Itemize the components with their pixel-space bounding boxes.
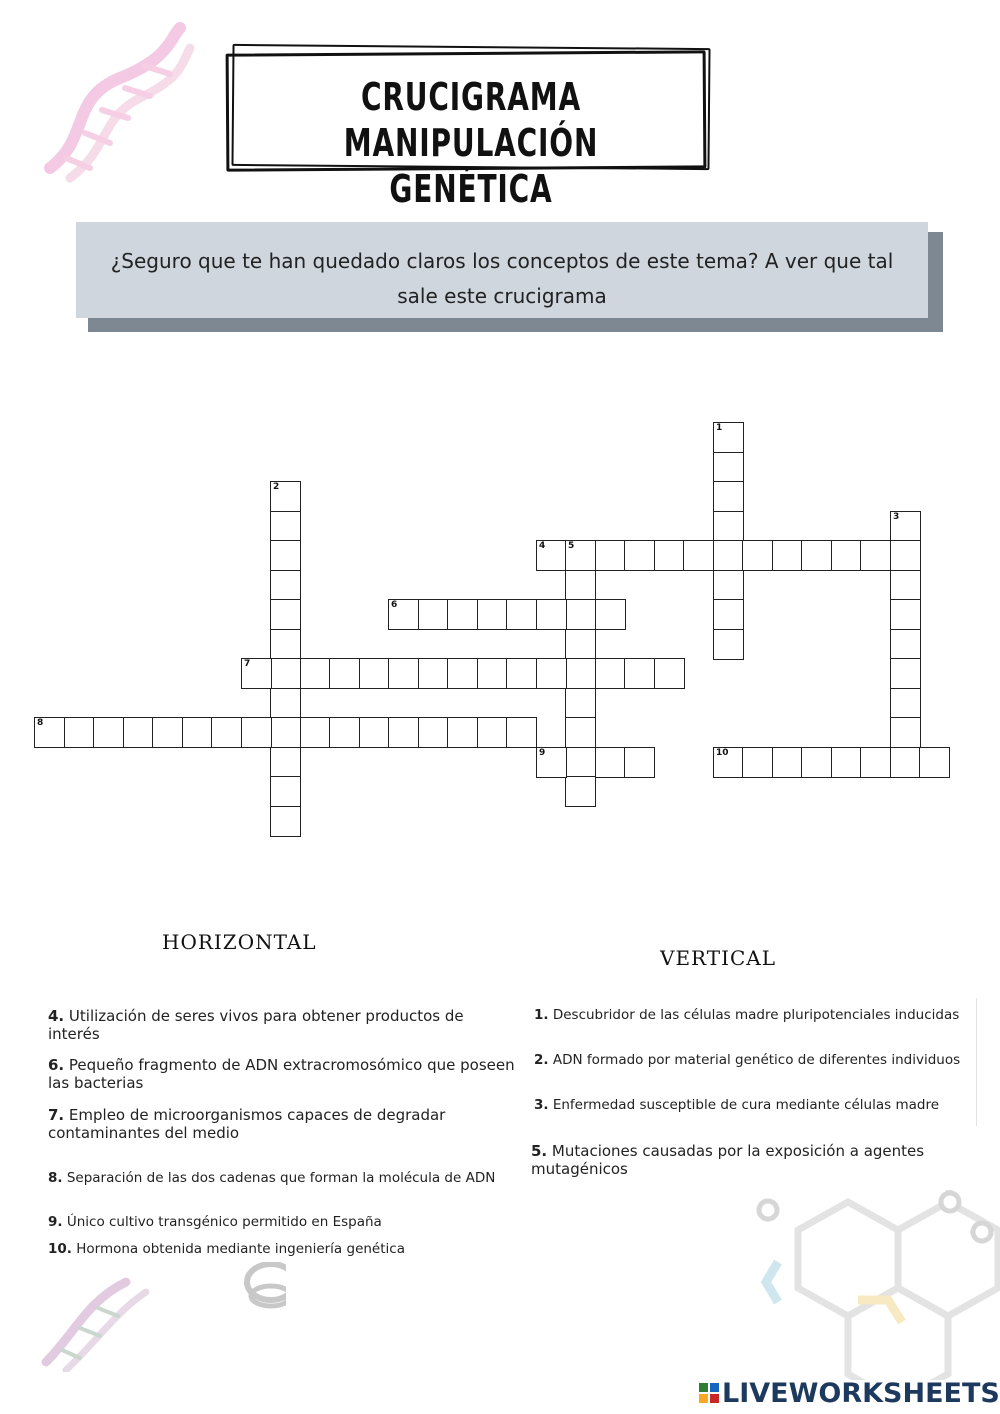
crossword-cell[interactable] <box>447 717 478 748</box>
crossword-number-4: 4 <box>539 541 546 551</box>
crossword-cell[interactable] <box>860 747 891 778</box>
clue-horizontal-9: 9. Único cultivo transgénico permitido en España <box>48 1214 382 1230</box>
crossword-cell[interactable] <box>831 747 862 778</box>
crossword-cell[interactable] <box>801 540 832 571</box>
clue-horizontal-8: 8. Separación de las dos cadenas que forman la molécula de ADN <box>48 1170 496 1186</box>
crossword-cell[interactable] <box>536 658 567 689</box>
crossword-cell[interactable] <box>506 717 537 748</box>
crossword-cell[interactable] <box>654 658 685 689</box>
intro-text: ¿Seguro que te han quedado claros los conceptos de este tema? A ver que tal sale este crucigrama <box>110 249 894 308</box>
crossword-cell[interactable] <box>595 540 626 571</box>
crossword-cell[interactable] <box>329 717 360 748</box>
crossword-number-10: 10 <box>716 748 729 758</box>
clue-horizontal-10: 10. Hormona obtenida mediante ingeniería genética <box>48 1241 405 1257</box>
crossword-number-5: 5 <box>568 541 575 551</box>
crossword-cell[interactable] <box>270 570 301 601</box>
crossword-cell[interactable] <box>64 717 95 748</box>
crossword-cell[interactable] <box>890 747 921 778</box>
crossword-cell[interactable] <box>713 629 744 660</box>
heading-horizontal: HORIZONTAL <box>162 930 317 954</box>
crossword-cell[interactable] <box>182 717 213 748</box>
crossword-cell[interactable] <box>595 599 626 630</box>
crossword-cell[interactable] <box>477 599 508 630</box>
crossword-cell[interactable] <box>388 658 419 689</box>
brand-name: LIVEWORKSHEETS <box>722 1378 1000 1409</box>
crossword-number-1: 1 <box>716 423 723 433</box>
crossword-cell[interactable] <box>565 570 596 601</box>
crossword-cell[interactable] <box>565 629 596 660</box>
title-line-2: GENÉTICA <box>389 167 553 211</box>
crossword-cell[interactable] <box>565 688 596 719</box>
title-line-1: CRUCIGRAMA MANIPULACIÓN <box>343 75 599 165</box>
crossword-cell[interactable] <box>506 599 537 630</box>
clue-vertical-1: 1. Descubridor de las células madre pluripotenciales inducidas <box>534 1007 960 1023</box>
crossword-cell[interactable] <box>300 717 331 748</box>
crossword-cell[interactable] <box>270 806 301 837</box>
crossword-cell[interactable] <box>890 717 921 748</box>
crossword-cell[interactable] <box>772 747 803 778</box>
heading-vertical: VERTICAL <box>660 946 777 970</box>
crossword-cell[interactable] <box>270 481 301 512</box>
crossword-number-9: 9 <box>539 748 546 758</box>
crossword-cell[interactable] <box>270 688 301 719</box>
crossword-cell[interactable] <box>270 540 301 571</box>
crossword-cell[interactable] <box>565 776 596 807</box>
crossword-cell[interactable] <box>388 717 419 748</box>
crossword-number-6: 6 <box>391 600 398 610</box>
crossword-cell[interactable] <box>860 540 891 571</box>
clue-vertical-5: 5. Mutaciones causadas por la exposición a agentes mutagénicos <box>531 1142 925 1178</box>
crossword-cell[interactable] <box>359 717 390 748</box>
clue-vertical-3: 3. Enfermedad susceptible de cura mediante células madre <box>534 1097 940 1113</box>
crossword-cell[interactable] <box>241 658 272 689</box>
crossword-cell[interactable] <box>329 658 360 689</box>
crossword-cell[interactable] <box>93 717 124 748</box>
crossword-cell[interactable] <box>34 717 65 748</box>
crossword-cell[interactable] <box>152 717 183 748</box>
crossword-cell[interactable] <box>565 717 596 748</box>
crossword-cell[interactable] <box>595 747 626 778</box>
liveworksheets-logo-icon <box>698 1382 720 1404</box>
crossword-cell[interactable] <box>447 658 478 689</box>
clue-horizontal-4: 4. Utilización de seres vivos para obtener productos de interés <box>48 1007 464 1043</box>
crossword-cell[interactable] <box>742 747 773 778</box>
crossword-cell[interactable] <box>418 658 449 689</box>
crossword-cell[interactable] <box>890 599 921 630</box>
crossword-cell[interactable] <box>506 658 537 689</box>
crossword-cell[interactable] <box>595 658 626 689</box>
crossword-cell[interactable] <box>270 629 301 660</box>
crossword-cell[interactable] <box>388 599 419 630</box>
molecule-hexagon-icon <box>738 1190 1000 1380</box>
dna-bottom-decoration-icon <box>36 1262 286 1372</box>
crossword-number-8: 8 <box>37 718 44 728</box>
crossword-cell[interactable] <box>890 511 921 542</box>
crossword-cell[interactable] <box>713 540 744 571</box>
crossword-cell[interactable] <box>624 540 655 571</box>
crossword-cell[interactable] <box>713 452 744 483</box>
crossword-cell[interactable] <box>713 481 744 512</box>
crossword-cell[interactable] <box>683 540 714 571</box>
crossword-cell[interactable] <box>713 599 744 630</box>
crossword-cell[interactable] <box>477 658 508 689</box>
crossword-cell[interactable] <box>919 747 950 778</box>
crossword-cell[interactable] <box>536 599 567 630</box>
crossword-cell[interactable] <box>565 658 596 689</box>
crossword-cell[interactable] <box>270 599 301 630</box>
crossword-cell[interactable] <box>270 717 301 748</box>
crossword-cell[interactable] <box>270 511 301 542</box>
crossword-cell[interactable] <box>624 747 655 778</box>
crossword-cell[interactable] <box>123 717 154 748</box>
crossword-cell[interactable] <box>300 658 331 689</box>
crossword-cell[interactable] <box>890 658 921 689</box>
crossword-cell[interactable] <box>831 540 862 571</box>
crossword-number-7: 7 <box>244 659 251 669</box>
crossword-number-3: 3 <box>893 512 900 522</box>
crossword-cell[interactable] <box>270 747 301 778</box>
clue-vertical-2: 2. ADN formado por material genético de diferentes individuos <box>534 1052 961 1068</box>
crossword-cell[interactable] <box>565 599 596 630</box>
crossword-number-2: 2 <box>273 482 280 492</box>
clue-horizontal-7: 7. Empleo de microorganismos capaces de degradar contaminantes del medio <box>48 1106 446 1142</box>
crossword-cell[interactable] <box>565 747 596 778</box>
crossword-cell[interactable] <box>890 540 921 571</box>
crossword-cell[interactable] <box>890 629 921 660</box>
crossword-cell[interactable] <box>713 422 744 453</box>
crossword-cell[interactable] <box>211 717 242 748</box>
crossword-cell[interactable] <box>270 776 301 807</box>
crossword-cell[interactable] <box>565 540 596 571</box>
crossword-cell[interactable] <box>418 717 449 748</box>
crossword-cell[interactable] <box>772 540 803 571</box>
crossword-cell[interactable] <box>654 540 685 571</box>
crossword-cell[interactable] <box>713 570 744 601</box>
crossword-cell[interactable] <box>536 747 567 778</box>
crossword-cell[interactable] <box>447 599 478 630</box>
crossword-cell[interactable] <box>270 658 301 689</box>
crossword-cell[interactable] <box>477 717 508 748</box>
crossword-cell[interactable] <box>890 688 921 719</box>
crossword-cell[interactable] <box>536 540 567 571</box>
clue-horizontal-6: 6. Pequeño fragmento de ADN extracromosómico que poseen las bacterias <box>48 1056 515 1092</box>
crossword-cell[interactable] <box>624 658 655 689</box>
crossword-cell[interactable] <box>241 717 272 748</box>
crossword-cell[interactable] <box>713 747 744 778</box>
crossword-cell[interactable] <box>359 658 390 689</box>
crossword-cell[interactable] <box>742 540 773 571</box>
crossword-cell[interactable] <box>801 747 832 778</box>
crossword-cell[interactable] <box>713 511 744 542</box>
crossword-cell[interactable] <box>890 570 921 601</box>
crossword-cell[interactable] <box>418 599 449 630</box>
